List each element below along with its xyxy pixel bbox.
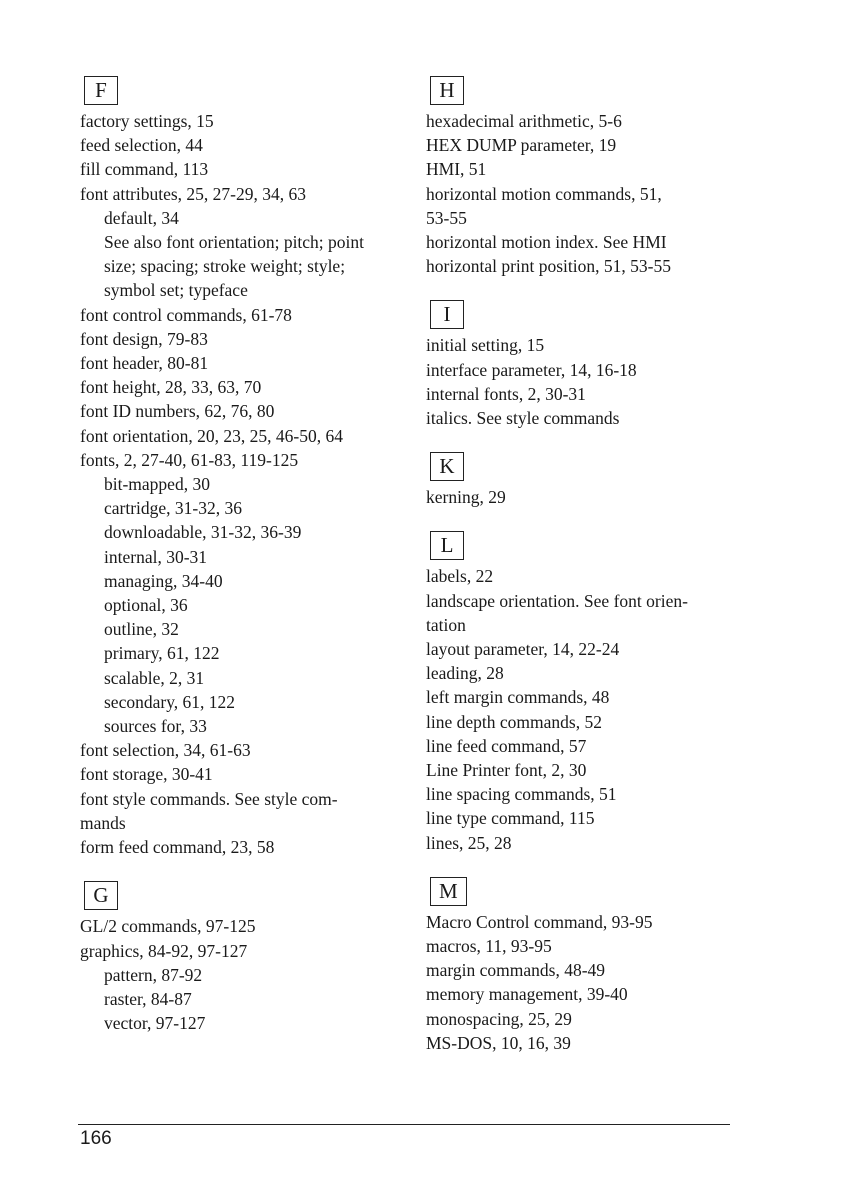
index-entry: font control commands, 61-78 bbox=[80, 304, 292, 325]
page-number: 166 bbox=[80, 1128, 112, 1149]
index-entry: HMI, 51 bbox=[426, 159, 487, 180]
index-entry: fill command, 113 bbox=[80, 159, 209, 180]
section-letter-box: M bbox=[430, 877, 467, 906]
index-subentry: default, 34 bbox=[104, 207, 179, 228]
index-entry: font header, 80-81 bbox=[80, 353, 209, 374]
index-subentry: optional, 36 bbox=[104, 595, 188, 616]
index-entry: Macro Control command, 93-95 bbox=[426, 911, 653, 932]
section-letter-box: L bbox=[430, 531, 464, 560]
index-entry: italics. See style commands bbox=[426, 408, 620, 429]
index-entry: font ID numbers, 62, 76, 80 bbox=[80, 401, 275, 422]
index-entry: MS-DOS, 10, 16, 39 bbox=[426, 1032, 571, 1053]
index-section-i bbox=[426, 300, 746, 430]
index-section-g bbox=[80, 881, 410, 1035]
index-subentry: outline, 32 bbox=[104, 619, 179, 640]
index-entry: kerning, 29 bbox=[426, 487, 506, 508]
index-entry: margin commands, 48-49 bbox=[426, 960, 606, 981]
index-entry: leading, 28 bbox=[426, 663, 504, 684]
index-entry: font style commands. See style com- bbox=[80, 788, 338, 809]
index-subentry: raster, 84-87 bbox=[104, 988, 192, 1009]
index-entry: initial setting, 15 bbox=[426, 335, 545, 356]
index-entry: font storage, 30-41 bbox=[80, 764, 213, 785]
index-entry: horizontal motion index. See HMI bbox=[426, 232, 667, 253]
index-entry: form feed command, 23, 58 bbox=[80, 837, 275, 858]
section-letter-box: F bbox=[84, 76, 118, 105]
index-subentry: vector, 97-127 bbox=[104, 1013, 206, 1034]
index-entry: monospacing, 25, 29 bbox=[426, 1008, 572, 1029]
index-subentry: internal, 30-31 bbox=[104, 546, 208, 567]
section-letter-box: H bbox=[430, 76, 464, 105]
index-entry: line type command, 115 bbox=[426, 808, 595, 829]
index-entry: interface parameter, 14, 16-18 bbox=[426, 359, 637, 380]
index-entry: line depth commands, 52 bbox=[426, 711, 602, 732]
index-entry: lines, 25, 28 bbox=[426, 832, 512, 853]
index-entry: mands bbox=[80, 812, 126, 833]
index-subentry: See also font orientation; pitch; point bbox=[104, 232, 365, 253]
index-entry: labels, 22 bbox=[426, 566, 494, 587]
index-entry: horizontal motion commands, 51, bbox=[426, 183, 662, 204]
section-letter-box: G bbox=[84, 881, 118, 910]
index-entry: font orientation, 20, 23, 25, 46-50, 64 bbox=[80, 425, 343, 446]
index-entry: landscape orientation. See font orien- bbox=[426, 590, 688, 611]
index-subentry: scalable, 2, 31 bbox=[104, 667, 205, 688]
index-entry: factory settings, 15 bbox=[80, 111, 214, 131]
index-subentry: primary, 61, 122 bbox=[104, 643, 220, 664]
index-section-m bbox=[426, 877, 746, 1055]
index-entry: 53-55 bbox=[426, 207, 467, 228]
index-subentry: size; spacing; stroke weight; style; bbox=[104, 256, 346, 277]
index-subentry: pattern, 87-92 bbox=[104, 964, 203, 985]
index-subentry: sources for, 33 bbox=[104, 716, 207, 737]
index-entry: Line Printer font, 2, 30 bbox=[426, 760, 587, 781]
index-entry: layout parameter, 14, 22-24 bbox=[426, 639, 620, 660]
index-entry: font height, 28, 33, 63, 70 bbox=[80, 377, 262, 398]
index-subentry: cartridge, 31-32, 36 bbox=[104, 498, 243, 519]
index-column-left bbox=[80, 76, 410, 1057]
index-subentry: downloadable, 31-32, 36-39 bbox=[104, 522, 302, 543]
section-letter-box: I bbox=[430, 300, 464, 329]
index-entry: GL/2 commands, 97-125 bbox=[80, 916, 256, 937]
index-entry: tation bbox=[426, 614, 466, 635]
index-entry: hexadecimal arithmetic, 5-6 bbox=[426, 111, 622, 131]
index-entry: graphics, 84-92, 97-127 bbox=[80, 940, 248, 961]
index-subentry: managing, 34-40 bbox=[104, 570, 223, 591]
index-entry: left margin commands, 48 bbox=[426, 687, 610, 708]
index-entry: feed selection, 44 bbox=[80, 135, 203, 156]
index-column-right bbox=[426, 76, 746, 1077]
index-entry: font attributes, 25, 27-29, 34, 63 bbox=[80, 183, 307, 204]
index-entry: memory management, 39-40 bbox=[426, 984, 628, 1005]
index-subentry: symbol set; typeface bbox=[104, 280, 248, 301]
section-letter-box: K bbox=[430, 452, 464, 481]
index-entry: horizontal print position, 51, 53-55 bbox=[426, 256, 671, 277]
index-subentry: secondary, 61, 122 bbox=[104, 691, 236, 712]
index-section-l bbox=[426, 531, 746, 854]
index-entry: font selection, 34, 61-63 bbox=[80, 740, 251, 761]
index-entry: macros, 11, 93-95 bbox=[426, 936, 552, 957]
index-entry: internal fonts, 2, 30-31 bbox=[426, 383, 586, 404]
index-entry: font design, 79-83 bbox=[80, 328, 208, 349]
index-section-f bbox=[80, 76, 410, 859]
index-entry: fonts, 2, 27-40, 61-83, 119-125 bbox=[80, 449, 299, 470]
index-entry: line feed command, 57 bbox=[426, 735, 587, 756]
index-subentry: bit-mapped, 30 bbox=[104, 474, 210, 495]
index-entry: line spacing commands, 51 bbox=[426, 784, 617, 805]
footer-rule bbox=[78, 1124, 730, 1125]
index-entry: HEX DUMP parameter, 19 bbox=[426, 135, 617, 156]
index-section-h bbox=[426, 76, 746, 278]
index-section-k bbox=[426, 452, 746, 509]
